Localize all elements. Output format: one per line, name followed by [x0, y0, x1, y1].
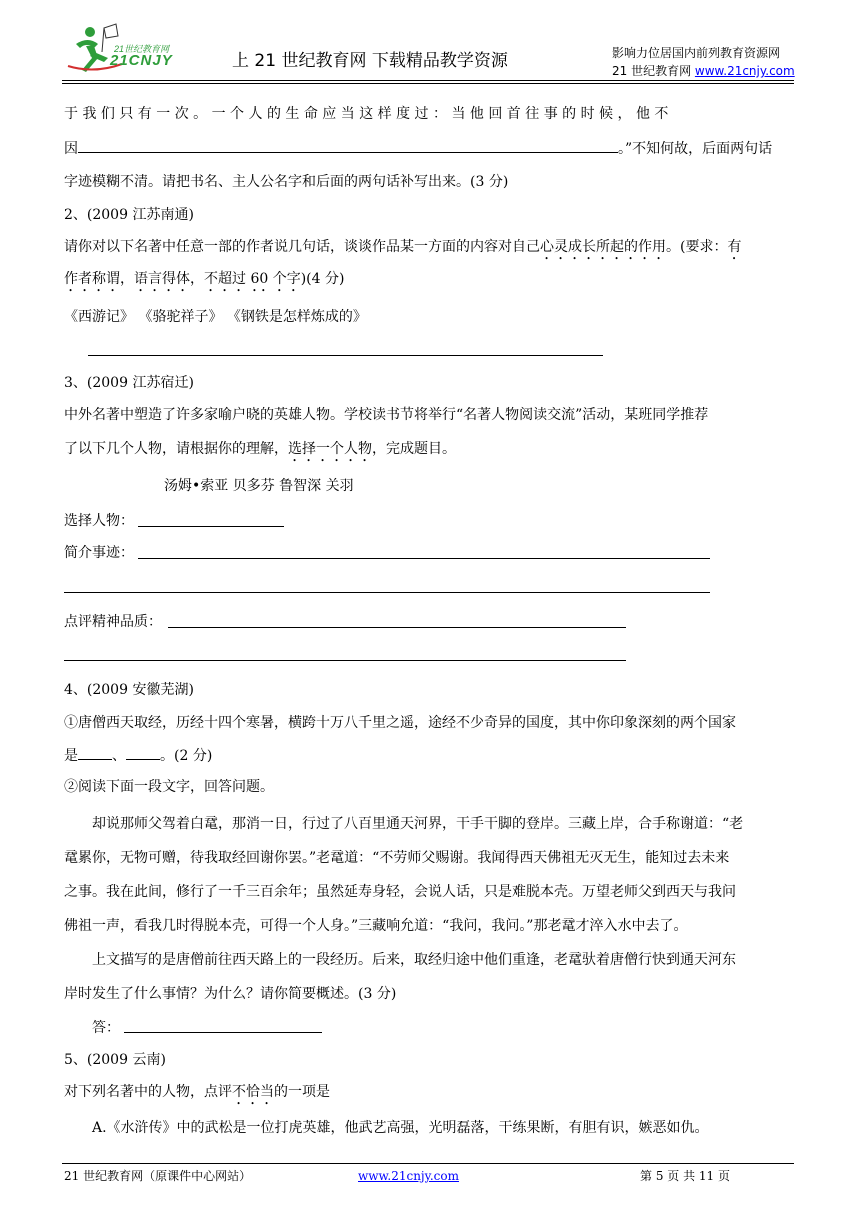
deeds-line-1[interactable] — [138, 558, 710, 559]
question-2-heading: 2、(2009 江苏南通) — [64, 207, 194, 223]
option-a: A.《水浒传》中的武松是一位打虎英雄，他武艺高强，光明磊落，干练果断，有胆有识，嫉恶如仇。 — [92, 1120, 709, 1136]
q2-emphasis-4: 语言得体 — [134, 271, 190, 287]
passage-line-4: 佛祖一声，看我几时得脱本壳，可得一个人身。”三藏响允道：“我问，我问。”那老鼋才淬入水中去了。 — [64, 918, 688, 934]
question-5-line — [64, 1082, 330, 1108]
footer-left: 21 世纪教育网（原课件中心网站） — [64, 1169, 252, 1183]
q3-emphasis: 选择一个人物 — [288, 441, 372, 457]
country-blank-2[interactable] — [126, 745, 160, 760]
footer-page-number: 第 5 页 共 11 页 — [640, 1169, 730, 1183]
text-line-1: 于 我 们 只 有 一 次 。 一 个 人 的 生 命 应 当 这 样 度 过 ： 当 他 回 首 往 事 的 时 候 ， 他 不 — [64, 106, 669, 122]
q2-comma-2: ， — [190, 271, 204, 287]
q2-comma: ， — [120, 271, 134, 287]
question-4-2: ②阅读下面一段文字，回答问题。 — [64, 779, 274, 795]
text-line-2 — [64, 138, 772, 159]
q4-score: 。(2 分) — [160, 748, 213, 764]
header-rule-thin — [62, 83, 794, 84]
logo-big-text: 21CNJY — [110, 52, 173, 69]
passage-line-2: 鼋累你，无物可赠，待我取经回谢你罢。”老鼋道：“不劳师父赐谢。我闻得西天佛祖无灭无生，能知过去未来 — [64, 850, 730, 866]
q2-emphasis: 心灵成长所起的作用 — [540, 239, 666, 255]
q3-text-end: ，完成题目。 — [372, 441, 456, 457]
q2-emphasis-5: 不超过 60 个字 — [204, 271, 301, 287]
footer-site-link[interactable]: www.21cnjy.com — [358, 1169, 459, 1183]
question-2-line-a — [64, 237, 741, 263]
text-line-3: 字迹模糊不清。请把书名、主人公名字和后面的两句话补写出来。(3 分) — [64, 174, 509, 190]
header-site-link[interactable]: www.21cnjy.com — [694, 64, 795, 78]
question-4-heading: 4、(2009 安徽芜湖) — [64, 682, 194, 698]
header-right-line1: 影响力位居国内前列教育资源网 — [612, 46, 781, 60]
question-4-1-line-a: ①唐僧西天取经，历经十四个寒暑，横跨十万八千里之遥，途经不少奇异的国度，其中你印象深刻的两个国家 — [64, 715, 736, 731]
site-logo — [64, 22, 184, 76]
passage-line-5: 上文描写的是唐僧前往西天路上的一段经历。后来，取经归途中他们重逢，老鼋驮着唐僧行快到通天河东 — [92, 952, 736, 968]
deeds-line-2[interactable] — [64, 592, 710, 593]
text-line-2-start: 因 — [64, 141, 78, 157]
question-3-line-a: 中外名著中塑造了许多家喻户晓的英雄人物。学校读书节将举行“名著人物阅读交流”活动，某班同学推荐 — [64, 407, 709, 423]
review-line-1[interactable] — [168, 627, 626, 628]
question-4-1-line-b — [64, 745, 212, 766]
q2-text: 请你对以下名著中任意一部的作者说几句话，谈谈作品某一方面的内容对自己 — [64, 239, 540, 255]
footer-rule — [62, 1163, 794, 1164]
question-3-line-b — [64, 439, 456, 465]
logo-small-text: 21世纪教育网 — [114, 44, 170, 54]
review-line-2[interactable] — [64, 660, 626, 661]
question-3-names: 汤姆•索亚 贝多芬 鲁智深 关羽 — [164, 478, 354, 494]
question-3-heading: 3、(2009 江苏宿迁) — [64, 375, 194, 391]
q4-text: 是 — [64, 748, 78, 764]
select-person-line[interactable] — [138, 526, 284, 527]
passage-line-6: 岸时发生了什么事情？为什么？请你简要概述。(3 分) — [64, 986, 397, 1002]
question-2-books: 《西游记》 《骆驼祥子》 《钢铁是怎样炼成的》 — [64, 309, 367, 325]
q5-text-end: 的一项是 — [274, 1084, 330, 1100]
deeds-label: 简介事迹： — [64, 545, 134, 561]
country-blank-1[interactable] — [78, 745, 112, 760]
select-person-label: 选择人物： — [64, 513, 134, 529]
passage-line-3: 之事。我在此间，修行了一千三百余年；虽然延寿身轻，会说人话，只是难脱本壳。万望老师父到西天与我问 — [64, 884, 736, 900]
header-title: 上 21 世纪教育网 下载精品教学资源 — [232, 51, 508, 71]
text-line-2-end: 。”不知何故，后面两句话 — [618, 141, 773, 157]
passage-line-1: 却说那师父驾着白鼋，那消一日，行过了八百里通天河界，干手干脚的登岸。三藏上岸，合手称谢道：“老 — [92, 816, 744, 832]
q5-emphasis: 不恰当 — [232, 1084, 274, 1100]
header-right-prefix: 21 世纪教育网 — [612, 64, 695, 78]
q2-answer-line[interactable] — [88, 355, 603, 356]
q2-emphasis-3: 作者称谓 — [64, 271, 120, 287]
header-right-line2 — [612, 63, 795, 79]
q2-requirement: 。(要求： — [666, 239, 728, 255]
header-rule — [62, 80, 794, 81]
question-5-heading: 5、(2009 云南) — [64, 1052, 166, 1068]
answer-label: 答： — [92, 1020, 120, 1036]
q3-text: 了以下几个人物，请根据你的理解， — [64, 441, 288, 457]
question-2-line-b — [64, 269, 344, 295]
review-label: 点评精神品质： — [64, 614, 162, 630]
q2-emphasis-2: 有 — [727, 239, 742, 255]
q4-sep: 、 — [112, 748, 126, 764]
q2-score: )(4 分) — [300, 271, 345, 287]
answer-blank[interactable] — [78, 138, 618, 153]
q5-text: 对下列名著中的人物，点评 — [64, 1084, 232, 1100]
answer-line[interactable] — [124, 1032, 322, 1033]
